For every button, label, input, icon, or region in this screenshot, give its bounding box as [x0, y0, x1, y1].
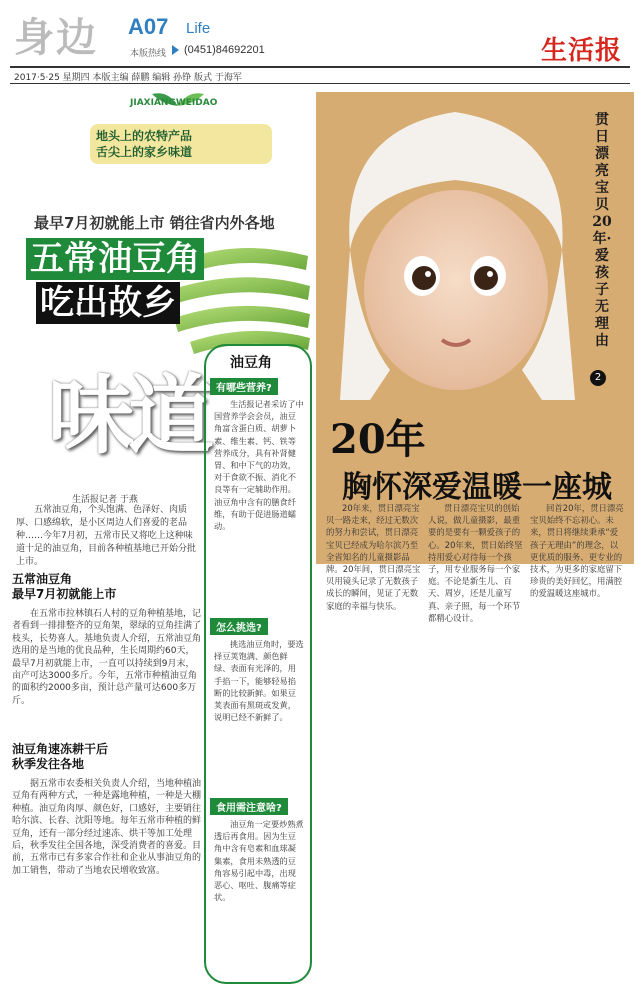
- calligraphy-title: 味道: [48, 365, 208, 466]
- brand-slogan: [90, 124, 272, 164]
- sidebar-title: 油豆角: [230, 355, 272, 371]
- issue-info: 2017·5·25 星期四 本版主编 薛鹏 编辑 孙铮 版式 于海军: [14, 73, 242, 83]
- arrow-icon: [172, 45, 179, 55]
- article-body-1: 在五常市拉林镇石人村的豆角种植基地，记者看到一排排整齐的豆角架，翠绿的豆角挂满了枝头，长势喜人。基地负责人介绍，五常油豆角选用的是当地的优良品种，生长周期约60天，最早7月初就能上市，一直可以持续到9月末，亩产可达3000多斤。今年，五常市种植油豆角的面积约2000多亩，预计总产量可达600多万斤。: [12, 609, 202, 706]
- section-en-label: Life: [186, 20, 211, 37]
- page-number: A07: [128, 14, 169, 39]
- headline-line-1: 五常油豆角: [26, 238, 204, 280]
- subhead-1-line-2: 最早7月初就能上市: [12, 587, 117, 601]
- hotline-label: 本版热线: [130, 49, 167, 59]
- section-title: 身边: [14, 14, 98, 61]
- sidebar-question-2: 怎么挑选?: [210, 618, 268, 635]
- series-number-badge: 2: [590, 370, 606, 386]
- subhead-2-line-2: 秋季发往各地: [12, 757, 85, 771]
- slogan-line-2: 舌尖上的家乡味道: [96, 145, 193, 159]
- subhead-2-line-1: 油豆角速冻耕干后: [12, 742, 109, 756]
- subhead-1: [12, 572, 116, 602]
- article-lead: 五常油豆角，个头饱满、色泽好、肉质厚、口感绵软，是小区周边人们喜爱的老品种……今年7月初，五常市民又将吃上这种味道十足的油豆角，目前各种植基地已开始分批上市。: [16, 505, 197, 567]
- byline: 生活报记者 于燕: [72, 495, 138, 505]
- baby-photo: [330, 100, 580, 400]
- sidebar-answer-3: 油豆角一定要炒熟煮透后再食用。因为生豆角中含有皂素和血球凝集素，食用未熟透的豆角容易引起中毒，出现恶心、呕吐、腹痛等症状。: [214, 819, 304, 903]
- sidebar-question-1: 有哪些营养?: [210, 378, 278, 395]
- right-headline-line-2: 胸怀深爱温暖一座城: [342, 470, 612, 505]
- header-rule: [10, 66, 630, 68]
- sidebar-question-3: 食用需注意啥?: [210, 798, 288, 815]
- right-column-2: 贯日漂亮宝贝的创始人说，做儿童摄影，最重要的是要有一颗爱孩子的心。20年来，贯日始终坚持用爱心对待每一个孩子，用专业服务每一个家庭。不论是新生儿、百天、周岁，还是儿童写真、亲子照，每一个环节都精心设计。: [428, 503, 523, 623]
- article-body-2: 据五常市农委相关负责人介绍，当地种植油豆角有两种方式，一种是露地种植，一种是大棚种植。油豆角肉厚、颜色好，口感好，主要销往哈尔滨、长春、沈阳等地。每年五常市种植的鲜豆角，还有一部分经过速冻、烘干等加工处理后，秋季发往全国各地，深受消费者的喜爱。目前，五常市已有多家合作社和企业从事油豆角的加工销售，带动了当地农民增收致富。: [12, 779, 202, 876]
- subhead-2: [12, 742, 108, 772]
- subhead-1-line-1: 五常油豆角: [12, 572, 73, 586]
- right-headline-line-1: 20年: [330, 416, 426, 463]
- slogan-line-1: 地头上的农特产品: [96, 129, 193, 143]
- right-column-3: 回首20年，贯日漂亮宝贝始终不忘初心。未来，贯日将继续秉承“爱孩子无理由”的理念，以更优质的服务、更专业的技术，为更多的家庭留下珍贵的美好回忆，用满腔的爱温暖这座城市。: [530, 503, 624, 599]
- right-column-1: 20年来，贯日漂亮宝贝一路走来，经过无数次的努力和尝试，贯日漂亮宝贝已经成为哈尔滨乃至全省知名的儿童摄影品牌。20年间，贯日漂亮宝贝用镜头记录了无数孩子成长的瞬间，见证了无数家庭的幸福与快乐。: [326, 503, 421, 611]
- headline-line-2: 吃出故乡: [36, 282, 180, 324]
- sidebar-answer-2: 挑选油豆角时，要选择豆荚饱满、颜色鲜绿、表面有光泽的，用手掐一下，能够轻易掐断的比较新鲜。如果豆荚表面有黑斑或发黄，说明已经不新鲜了。: [214, 639, 304, 723]
- brand-pinyin: JIAXIANGWEIDAO: [130, 98, 218, 108]
- series-vertical-title: 贯日漂亮宝贝20年·爱孩子无理由: [592, 112, 612, 349]
- newspaper-logo: 生活报: [540, 36, 622, 66]
- sidebar-answer-1: 生活报记者采访了中国营养学会会员，油豆角富含蛋白质、胡萝卜素、维生素、钙、铁等营养成分，具有补肾健胃、和中下气的功效，对于食欲不振、消化不良等有一定辅助作用。油豆角中含有的膳食纤维，有助于促进肠道蠕动。: [214, 399, 304, 532]
- header-rule-thin: [10, 83, 630, 84]
- article-deck: 最早7月初就能上市 销往省内外各地: [34, 214, 275, 232]
- hotline-number: (0451)84692201: [184, 44, 265, 56]
